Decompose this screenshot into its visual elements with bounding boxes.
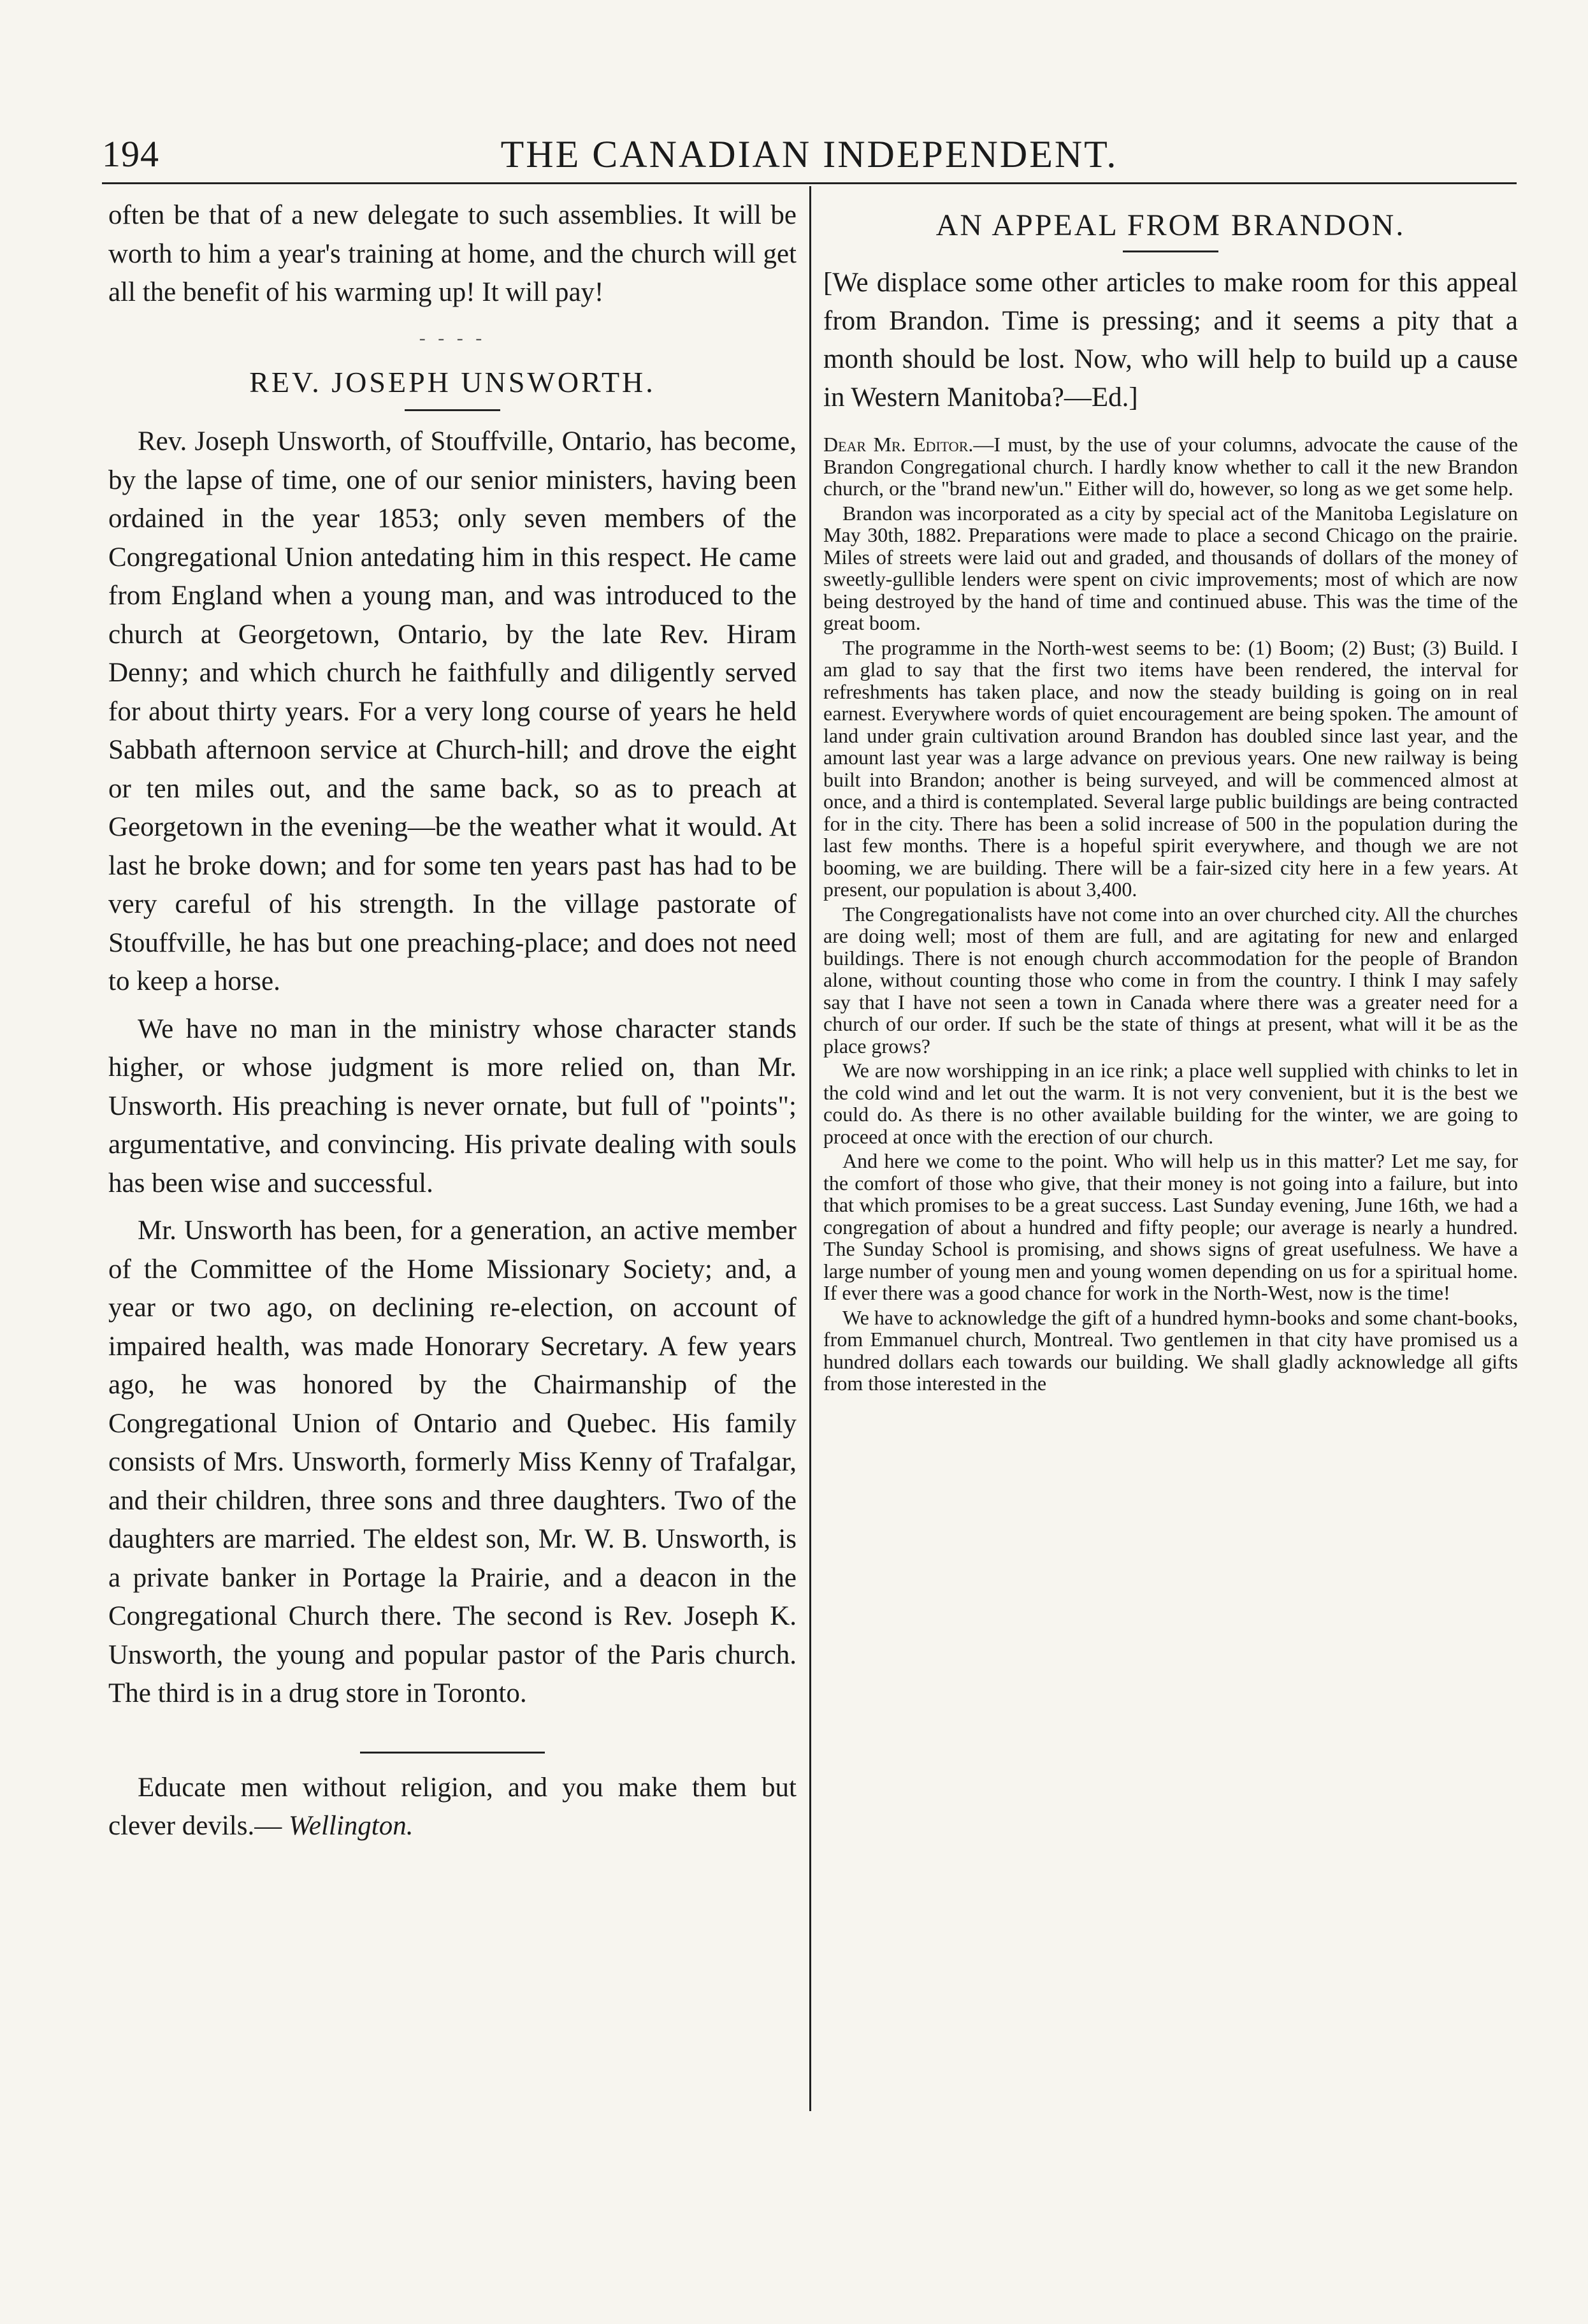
section-ornament: - - - - <box>419 327 486 349</box>
quote-paragraph <box>108 1769 797 1846</box>
header-rule <box>102 182 1517 184</box>
page-header <box>102 133 1517 177</box>
title-rule <box>1123 251 1218 252</box>
intro-paragraph: often be that of a new delegate to such assemblies. It will be worth to him a year's training at home, and the church will get all the benefit of his warming up! It will pay! <box>108 200 797 307</box>
letter-opening <box>823 433 1518 500</box>
article-paragraph: Mr. Unsworth has been, for a generation, an active member of the Committee of the Home Missionary Society; and, a year or two ago, on declining re-election, on account of impaired health, was made Honorary Secretary. A few years ago, he was honored by the Chairmanship of the Congregational Union of Ontario and Quebec. His family consists of Mrs. Unsworth, formerly Miss Kenny of Trafalgar, and their children, three sons and three daughters. Two of the daughters are married. The eldest son, Mr. W. B. Unsworth, is a private banker in Portage la Prairie, and a deacon in the Congregational Church there. The second is Rev. Joseph K. Unsworth, the young and popular pastor of the Paris church. The third is in a drug store in Toronto. <box>108 1216 797 1708</box>
right-column <box>823 208 1518 1395</box>
journal-title: THE CANADIAN INDEPENDENT. <box>500 133 1118 175</box>
letter-paragraph: Brandon was incorporated as a city by special act of the Manitoba Legislature on May 30th, 1882. Preparations were made to place a second Chicago on the prairie. Miles of streets were laid out and graded, and thousands of dollars of the money of sweetly-gullible lenders were spent on civic improvements; most of which are now being destroyed by the hand of time and continued abuse. This was the time of the great boom. <box>823 501 1518 634</box>
letter-paragraph: We are now worshipping in an ice rink; a place well supplied with chinks to let in the cold wind and let out the warm. It is not very convenient, but it is the best we could do. As there is no other available building for the winter, we are going to proceed at once with the erection of our church. <box>823 1059 1518 1148</box>
quote-text: Educate men without religion, and you make them but clever devils.— <box>108 1772 797 1841</box>
article-paragraph: We have no man in the ministry whose character stands higher, or whose judgment is more relied on, than Mr. Unsworth. His preaching is never ornate, but full of "points"; argumentative, and convincing. His private dealing with souls has been wise and successful. <box>108 1013 797 1198</box>
column-divider <box>809 186 811 2111</box>
letter-paragraph: We have to acknowledge the gift of a hundred hymn-books and some chant-books, from Emmanuel church, Montreal. Two gentlemen in that city have promised us a hundred dollars each towards our building. We shall gladly acknowledge all gifts from those interested in the <box>823 1305 1518 1395</box>
section-rule <box>360 1752 545 1754</box>
salutation: Dear Mr. Editor. <box>823 433 974 456</box>
quote-author: Wellington. <box>289 1811 414 1841</box>
left-column <box>108 196 797 1846</box>
title-rule <box>405 409 500 411</box>
letter-paragraph: The programme in the North-west seems to be: (1) Boom; (2) Bust; (3) Build. I am glad to say that the first two items have been rendered, the interval for refreshments has taken place, and now the steady building is going on in real earnest. Everywhere words of quiet encouragement are being spoken. The amount of land under grain cultivation around Brandon has doubled since last year, and the amount last year was a large advance on previous years. One new railway is being built into Brandon; another is being surveyed, and will be commenced almost at once, and a third is contemplated. Several large public buildings are being contracted for in the city. There has been a solid increase of 500 in the population during the last few months. There is a hopeful spirit everywhere, and though we are not booming, we are building. There will be a fair-sized city here in a few years. At present, our population is about 3,400. <box>823 635 1518 901</box>
section-title-unsworth: REV. JOSEPH UNSWORTH. <box>249 365 656 398</box>
letter-paragraph: And here we come to the point. Who will help us in this matter? Let me say, for the comfort of those who give, that their money is not going into a failure, but into that which promises to be a great success. Last Sunday evening, June 16th, we had a congregation of about a hundred and fifty people; our average is nearly a hundred. The Sunday School is promising, and shows signs of great usefulness. We have a large number of young men and young women depending on us for a spiritual home. If ever there was a good chance for work in the North-West, now is the time! <box>823 1149 1518 1304</box>
letter-first-text: —I must, by the use of your columns, advocate the cause of the Brandon Congregational church. I hardly know whether to call it the new Brandon church, or the "brand new'un." Either will do, however, so long as we get some help. <box>823 433 1518 500</box>
appeal-title: AN APPEAL FROM BRANDON. <box>935 208 1406 242</box>
letter-paragraph: The Congregationalists have not come into an over churched city. All the churches are doing well; most of them are full, and are agitating for new and enlarged buildings. There is not enough church accommodation for the people of Brandon alone, without counting those who come in from the country. I think I may safely say that I have not seen a town in Canada where there was a greater need for a church of our order. If such be the state of things at present, what will it be as the place grows? <box>823 902 1518 1057</box>
appeal-letter <box>823 433 1518 1395</box>
page-number: 194 <box>102 133 159 175</box>
article-paragraph: Rev. Joseph Unsworth, of Stouffville, Ontario, has become, by the lapse of time, one of our senior ministers, having been ordained in the year 1853; only seven members of the Congregational Union antedating him in this respect. He came from England when a young man, and was introduced to the church at Georgetown, Ontario, by the late Rev. Hiram Denny; and which church he faithfully and diligently served for about thirty years. For a very long course of years he held Sabbath afternoon service at Church-hill; and drove the eight or ten miles out, and the same back, so as to preach at Georgetown in the evening—be the weather what it would. At last he broke down; and for some ten years past has had to be very careful of his strength. In the village pastorate of Stouffville, he has but one preaching-place; and does not need to keep a horse. <box>108 426 797 996</box>
editor-note: [We displace some other articles to make room for this appeal from Brandon. Time is pressing; and it seems a pity that a month should be lost. Now, who will help to build up a cause in Western Manitoba?—Ed.] <box>823 268 1518 412</box>
